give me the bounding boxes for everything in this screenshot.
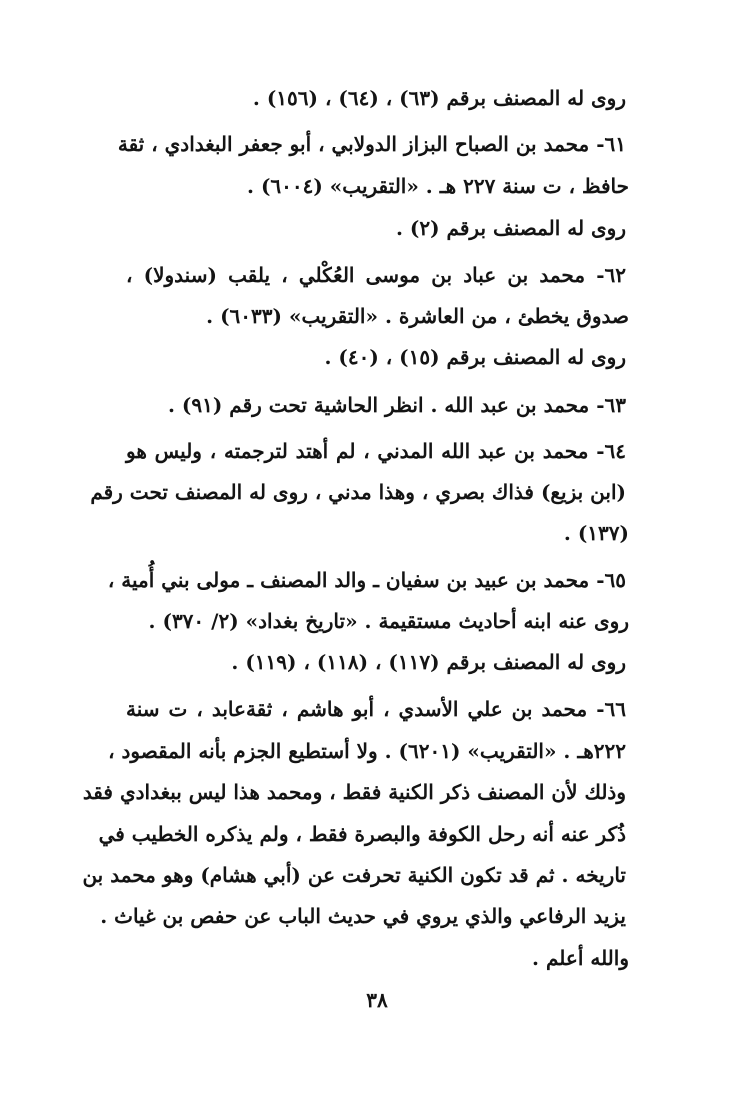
text-line: والله أعلم . [532,946,629,970]
text-line: وذلك لأن المصنف ذكر الكنية فقط ، ومحمد هذا ليس ببغدادي فقد [82,780,626,804]
text-line: ٦٦- محمد بن علي الأسدي ، أبو هاشم ، ثقةعابد ، ت سنة [126,697,626,721]
text-line: ٦٥- محمد بن عبيد بن سفيان ـ والد المصنف ـ مولى بني أُمية ، [107,568,626,592]
text-line: روى له المصنف برقم (٦٣) ، (٦٤) ، (١٥٦) . [252,86,626,110]
text-line: يزيد الرفاعي والذي يروي في حديث الباب عن حفص بن غياث . [100,904,626,928]
text-line: تاريخه . ثم قد تكون الكنية تحرفت عن (أبي هشام) وهو محمد بن [82,863,626,887]
text-line: ذُكر عنه أنه رحل الكوفة والبصرة فقط ، ولم يذكره الخطيب في [98,822,626,846]
text-line: ٦١- محمد بن الصباح البزاز الدولابي ، أبو جعفر البغدادي ، ثقة [117,132,626,156]
text-line: حافظ ، ت سنة ٢٢٧ هـ . «التقريب» (٦٠٠٤) . [247,174,629,198]
text-line: روى عنه ابنه أحاديث مستقيمة . «تاريخ بغداد» (٢/ ٣٧٠) . [148,609,629,633]
text-line: روى له المصنف برقم (١٥) ، (٤٠) . [324,345,626,369]
text-line: صدوق يخطئ ، من العاشرة . «التقريب» (٦٠٣٣) . [206,304,629,328]
text-line: ٦٢- محمد بن عباد بن موسى العُكْلي ، يلقب (سندولا) ، [126,263,626,287]
text-line: روى له المصنف برقم (١١٧) ، (١١٨) ، (١١٩) . [231,650,626,674]
text-line: (١٣٧) . [563,521,629,545]
text-line: روى له المصنف برقم (٢) . [395,216,626,240]
text-line: ٦٣- محمد بن عبد الله . انظر الحاشية تحت رقم (٩١) . [167,393,626,417]
text-line: (ابن بزيع) فذاك بصري ، وهذا مدني ، روى له المصنف تحت رقم [90,480,626,504]
text-line: ٦٤- محمد بن عبد الله المدني ، لم أهتد لترجمته ، وليس هو [126,439,626,463]
page-number: ٣٨ [366,988,388,1012]
text-line: ٢٢٢هـ . «التقريب» (٦٢٠١) . ولا أستطيع الجزم بأنه المقصود ، [108,739,626,763]
